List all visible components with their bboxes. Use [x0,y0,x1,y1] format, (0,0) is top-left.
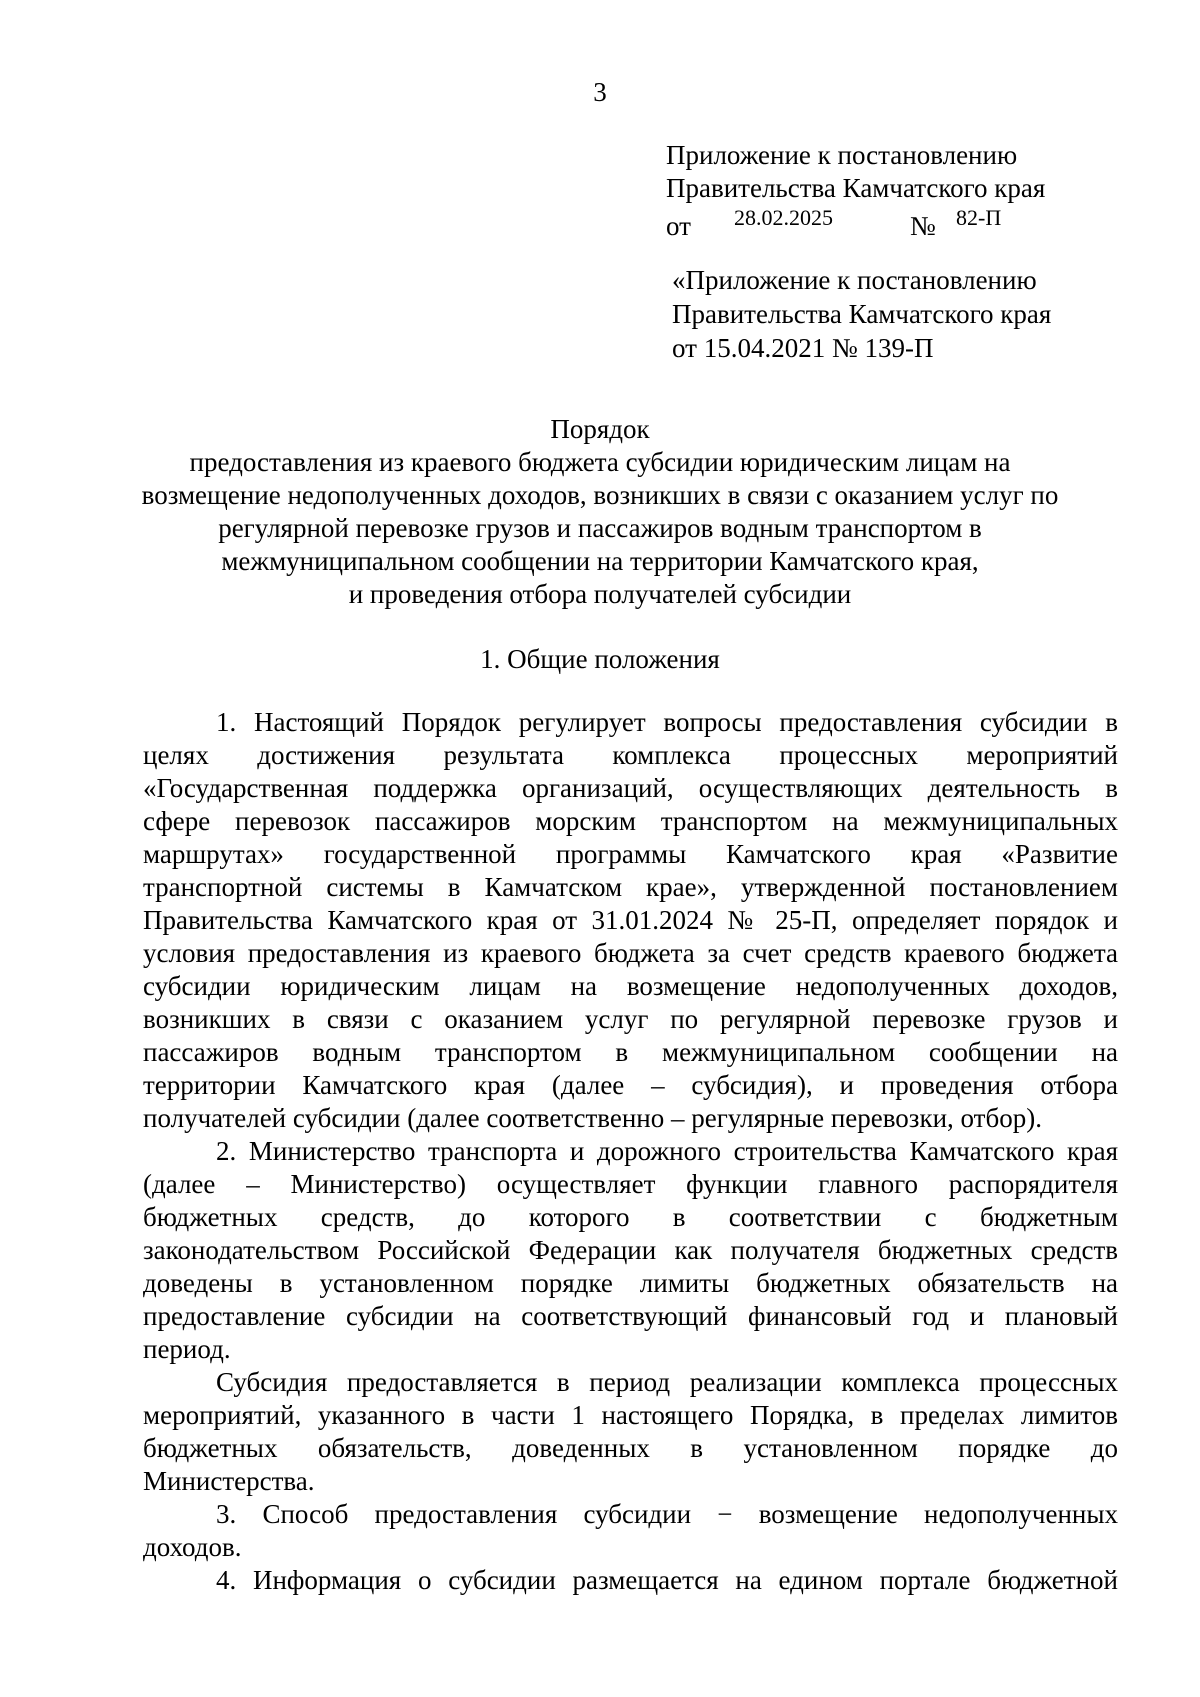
previous-approval-line-3: от 15.04.2021 № 139-П [672,333,934,363]
paragraph-line: маршрутах» государственной программы Камчатского края «Развитие [143,839,1118,869]
paragraph [143,1564,1118,1597]
paragraph-line: законодательством Российской Федерации как получателя бюджетных средств [143,1235,1118,1265]
title-line: и проведения отбора получателей субсидии [348,579,852,609]
paragraph-line: территории Камчатского края (далее – субсидия), и проведения отбора [143,1070,1118,1100]
paragraph [143,1498,1118,1564]
paragraph-line: возникших в связи с оказанием услуг по регулярной перевозке грузов и [143,1004,1118,1034]
paragraph-line: целях достижения результата комплекса процессных мероприятий [143,740,1118,770]
paragraph-line: получателей субсидии (далее соответственно – регулярные перевозки, отбор). [143,1103,1042,1133]
paragraph-line: 4. Информация о субсидии размещается на едином портале бюджетной [216,1565,1118,1595]
title-line: предоставления из краевого бюджета субсидии юридическим лицам на [189,447,1011,477]
paragraph-line: бюджетных средств, до которого в соответствии с бюджетным [143,1202,1118,1232]
paragraph-line: Правительства Камчатского края от 31.01.2024 № 25-П, определяет порядок и [143,905,1118,935]
paragraph-line: условия предоставления из краевого бюджета за счет средств краевого бюджета [143,938,1118,968]
approval-stamp [666,139,1146,241]
document-body [143,706,1118,1597]
approval-line-1: Приложение к постановлению [666,140,1018,170]
paragraph-line: 2. Министерство транспорта и дорожного строительства Камчатского края [216,1136,1118,1166]
section-heading: 1. Общие положения [480,644,720,674]
page-number: 3 [593,77,607,107]
previous-approval [672,263,1152,365]
paragraph-line: Субсидия предоставляется в период реализации комплекса процессных [216,1367,1118,1397]
paragraph-line: субсидии юридическим лицам на возмещение недополученных доходов, [143,971,1118,1001]
paragraph [143,706,1118,1135]
paragraph-line: (далее – Министерство) осуществляет функции главного распорядителя [143,1169,1118,1199]
paragraph-line: доведены в установленном порядке лимиты бюджетных обязательств на [143,1268,1118,1298]
paragraph-line: транспортной системы в Камчатском крае», утвержденной постановлением [143,872,1118,902]
title-line: возмещение недополученных доходов, возникших в связи с оказанием услуг по [141,480,1059,510]
paragraph-line: пассажиров водным транспортом в межмуниципальном сообщении на [143,1037,1118,1067]
paragraph-line: «Государственная поддержка организаций, осуществляющих деятельность в [143,773,1118,803]
paragraph-line: 3. Способ предоставления субсидии − возмещение недополученных [216,1499,1118,1529]
document-title [100,413,1100,611]
paragraph-line: сфере перевозок пассажиров морским транспортом на межмуниципальных [143,806,1118,836]
paragraph-line: 1. Настоящий Порядок регулирует вопросы предоставления субсидии в [216,707,1118,737]
title-line: регулярной перевозке грузов и пассажиров водным транспортом в [218,513,982,543]
approval-number-label: № [910,211,936,241]
previous-approval-line-1: «Приложение к постановлению [672,265,1037,295]
paragraph-line: период. [143,1334,231,1364]
approval-from-label: от [666,211,691,241]
title-line: межмуниципальном сообщении на территории Камчатского края, [221,546,979,576]
approval-number: 82-П [956,205,1002,230]
paragraph-line: мероприятий, указанного в части 1 настоящего Порядка, в пределах лимитов [143,1400,1118,1430]
paragraph [143,1366,1118,1498]
previous-approval-line-2: Правительства Камчатского края [672,299,1052,329]
approval-date-number [666,205,1146,241]
approval-line-2: Правительства Камчатского края [666,173,1046,203]
approval-date: 28.02.2025 [734,205,833,230]
paragraph [143,1135,1118,1366]
title-heading: Порядок [550,414,650,444]
paragraph-line: Министерства. [143,1466,315,1496]
paragraph-line: бюджетных обязательств, доведенных в установленном порядке до [143,1433,1118,1463]
paragraph-line: доходов. [143,1532,242,1562]
paragraph-line: предоставление субсидии на соответствующий финансовый год и плановый [143,1301,1118,1331]
